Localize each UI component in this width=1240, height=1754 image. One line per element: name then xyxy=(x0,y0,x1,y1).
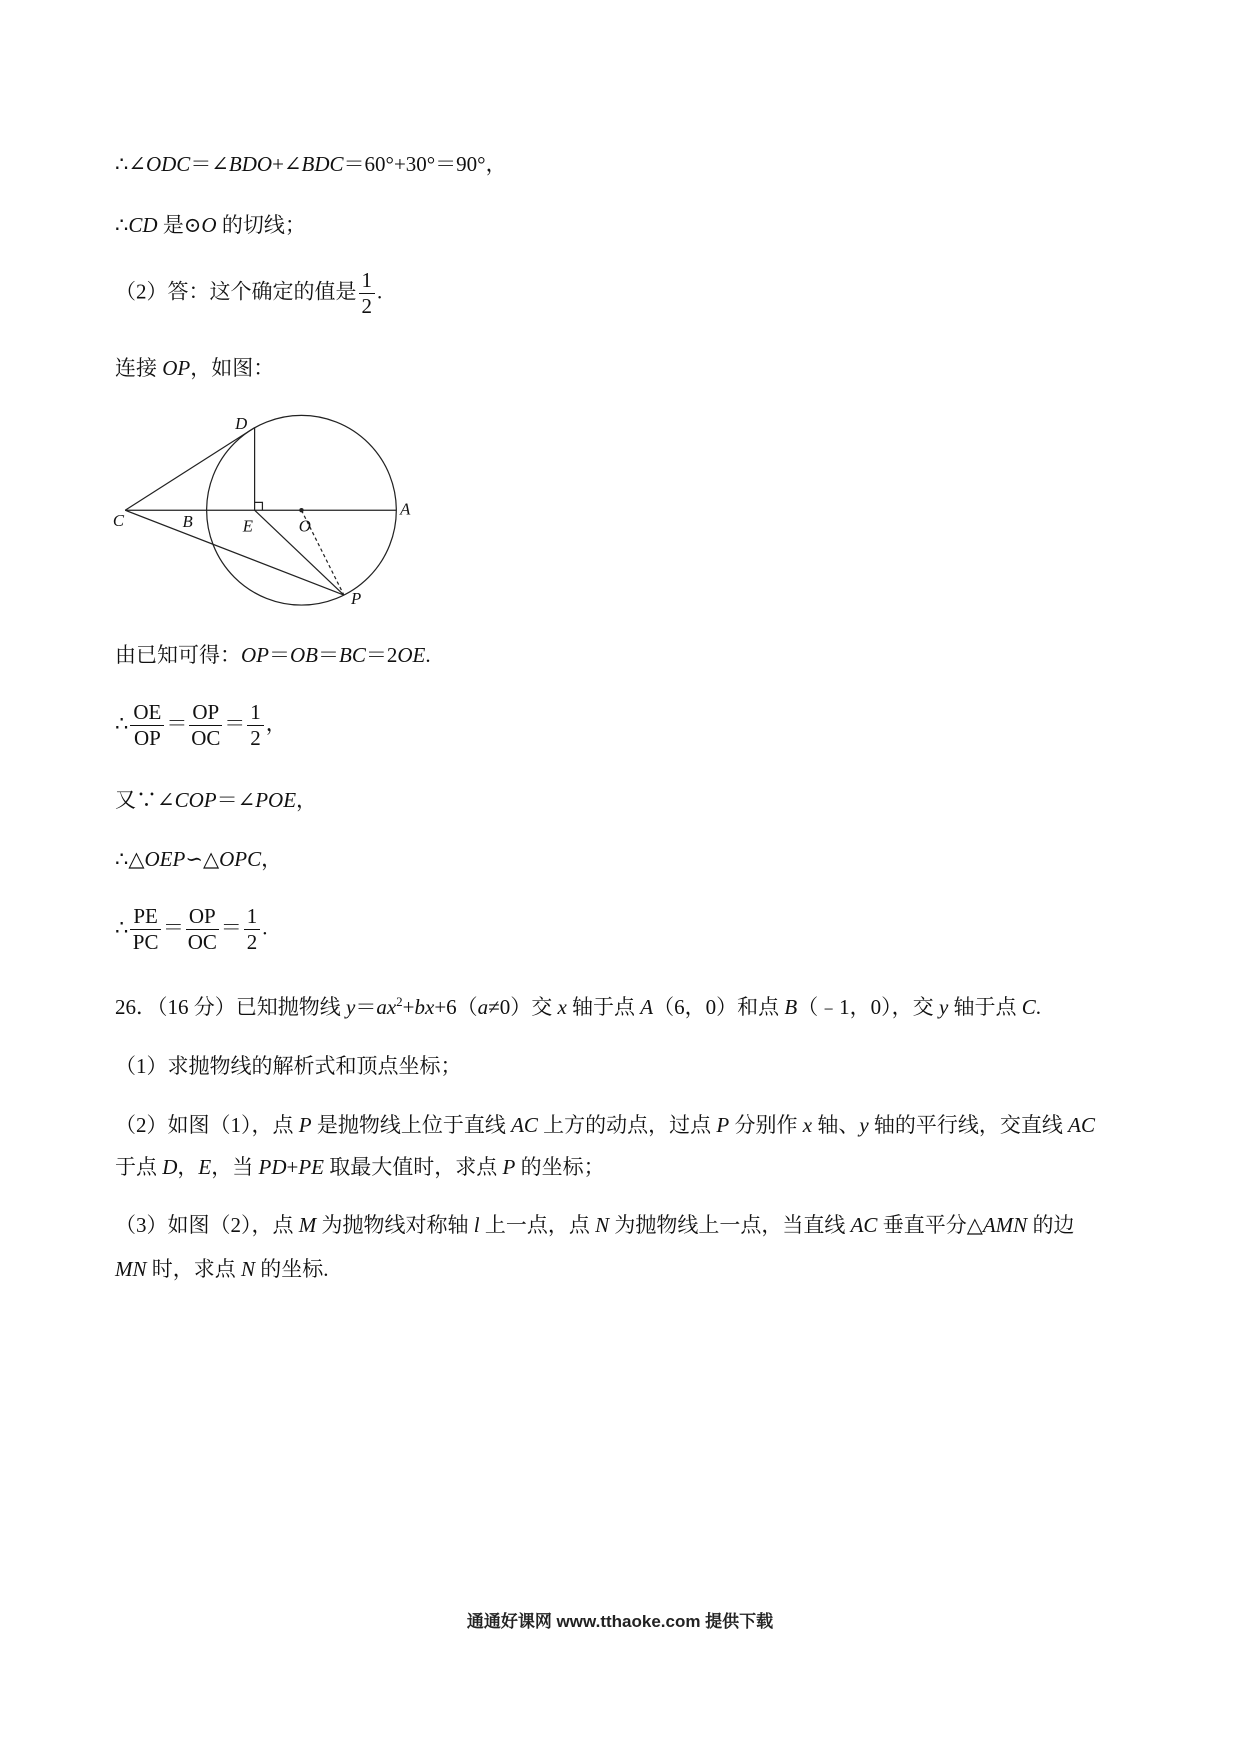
text-run: + xyxy=(402,995,415,1019)
math-variable: POE xyxy=(255,788,297,812)
label-o: O xyxy=(298,516,311,536)
math-variable: OE xyxy=(397,643,426,667)
math-variable: AMN xyxy=(982,1213,1028,1237)
math-variable: O xyxy=(201,213,217,237)
fraction-denominator: 2 xyxy=(250,726,261,751)
text-run: ＝∠ xyxy=(216,788,256,812)
text-run: （6，0）和点 xyxy=(653,995,785,1019)
point-o xyxy=(299,508,303,512)
math-variable: MN xyxy=(115,1257,147,1281)
fraction-denominator: 2 xyxy=(361,294,372,319)
text-run: ≠0）交 xyxy=(488,995,558,1019)
math-variable: bx xyxy=(414,995,435,1019)
text-run: . xyxy=(425,643,431,667)
text-run: 上方的动点，过点 xyxy=(537,1113,717,1137)
fraction-denominator: PC xyxy=(132,930,159,955)
text-run: ＝ xyxy=(162,915,184,940)
math-variable: M xyxy=(298,1213,317,1237)
math-variable: OB xyxy=(290,643,318,667)
math-variable: AC xyxy=(511,1113,538,1137)
math-variable: OPC xyxy=(219,847,262,871)
text-run: 的切线； xyxy=(216,213,306,237)
math-variable: AC xyxy=(1068,1113,1095,1137)
solution-line-4 xyxy=(115,356,274,381)
math-variable: D xyxy=(162,1155,178,1179)
text-run: 轴于点 xyxy=(566,995,641,1019)
math-variable: y xyxy=(346,995,356,1019)
text-run: +∠ xyxy=(272,152,302,176)
text-run: ＝2 xyxy=(365,643,398,667)
text-run: 是⊙ xyxy=(157,213,202,237)
label-e: E xyxy=(242,516,254,536)
text-run: 26．（16 分）已知抛物线 xyxy=(115,995,346,1019)
problem-26-part-1 xyxy=(115,1054,462,1079)
text-run: ， xyxy=(261,847,283,871)
text-run: ＝ xyxy=(269,643,290,667)
math-variable: AC xyxy=(850,1213,878,1237)
text-run: 的坐标； xyxy=(515,1155,605,1179)
label-c: C xyxy=(112,510,125,530)
math-variable: y xyxy=(938,995,949,1019)
fraction-numerator: OE xyxy=(130,701,164,726)
fraction-denominator: OP xyxy=(133,726,161,751)
fraction-numerator: OP xyxy=(186,905,219,930)
text-run: 的坐标. xyxy=(255,1257,329,1281)
problem-26-part-2-line-1 xyxy=(115,1113,1095,1138)
problem-26-part-2-line-2 xyxy=(115,1155,605,1180)
text-run: 是抛物线上位于直线 xyxy=(311,1113,512,1137)
text-run: ＝ xyxy=(224,711,246,736)
math-variable: ax xyxy=(376,995,397,1019)
solution-line-3 xyxy=(115,269,382,318)
problem-26-stem xyxy=(115,995,1041,1020)
math-variable: OP xyxy=(241,643,269,667)
text-run: （﹣1，0），交 xyxy=(797,995,939,1019)
math-variable: BC xyxy=(339,643,366,667)
math-variable: a xyxy=(477,995,489,1019)
solution-line-7 xyxy=(115,788,317,813)
text-run: +6（ xyxy=(434,995,478,1019)
math-variable: BDC xyxy=(301,152,344,176)
text-run: 为抛物线上一点，当直线 xyxy=(609,1213,851,1237)
fraction xyxy=(359,269,376,318)
text-run: 轴于点 xyxy=(948,995,1022,1019)
text-run: ∴ xyxy=(115,213,129,237)
solution-line-9 xyxy=(115,905,268,954)
fraction-denominator: OC xyxy=(191,726,221,751)
text-run: ＝60°+30°＝90°， xyxy=(343,152,507,176)
math-variable: l xyxy=(473,1213,480,1237)
math-variable: C xyxy=(1021,995,1036,1019)
math-variable: x xyxy=(802,1113,813,1137)
text-run: ＝ xyxy=(355,995,377,1019)
text-run: ＝∠ xyxy=(190,152,229,176)
problem-26-part-3-line-2 xyxy=(115,1257,329,1282)
text-run: ∴∠ xyxy=(115,152,146,176)
math-variable: ODC xyxy=(145,152,191,176)
label-d: D xyxy=(235,413,248,433)
math-variable: E xyxy=(198,1155,212,1179)
line-cp xyxy=(125,510,344,595)
geometry-figure xyxy=(106,402,430,614)
fraction-numerator: 1 xyxy=(247,701,264,726)
text-run: ∴ xyxy=(115,915,129,940)
solution-line-6 xyxy=(115,701,287,750)
fraction xyxy=(247,701,264,750)
footer-credit: 通通好课网 www.tthaoke.com 提供下载 xyxy=(466,1612,774,1631)
fraction-denominator: 2 xyxy=(246,930,258,955)
text-run: （1）求抛物线的解析式和顶点坐标； xyxy=(115,1054,462,1078)
exponent: 2 xyxy=(396,994,403,1009)
fraction-denominator: OC xyxy=(187,930,217,955)
text-run: 时，求点 xyxy=(146,1257,241,1281)
label-a: A xyxy=(400,499,411,519)
fraction xyxy=(186,905,219,954)
text-run: + xyxy=(286,1155,299,1179)
line-cd xyxy=(125,428,254,511)
math-variable: P xyxy=(716,1113,730,1137)
fraction-numerator: OP xyxy=(189,701,222,726)
math-variable: B xyxy=(784,995,798,1019)
math-variable: OP xyxy=(162,356,191,380)
fraction-numerator: 1 xyxy=(359,269,376,294)
text-run: （2）答：这个确定的值是 xyxy=(115,279,357,304)
text-run: （2）如图（1），点 xyxy=(115,1113,299,1137)
text-run: ∽△ xyxy=(185,847,220,871)
math-variable: CD xyxy=(128,213,158,237)
math-variable: COP xyxy=(174,788,217,812)
right-angle-mark xyxy=(255,502,263,510)
label-b: B xyxy=(182,511,193,531)
text-run: ， xyxy=(265,711,287,736)
label-p: P xyxy=(351,588,362,608)
math-variable: N xyxy=(595,1213,610,1237)
text-run: 为抛物线对称轴 xyxy=(316,1213,474,1237)
math-variable: P xyxy=(502,1155,516,1179)
solution-line-8 xyxy=(115,847,282,872)
math-variable: PE xyxy=(298,1155,324,1179)
math-variable: x xyxy=(557,995,567,1019)
text-run: 于点 xyxy=(115,1155,163,1179)
fraction xyxy=(130,701,164,750)
fraction xyxy=(189,701,222,750)
solution-line-1 xyxy=(115,152,507,177)
fraction xyxy=(130,905,161,954)
text-run: ∴△ xyxy=(115,847,145,871)
math-variable: BDO xyxy=(228,152,273,176)
math-variable: A xyxy=(640,995,654,1019)
text-run: ＝ xyxy=(220,915,242,940)
text-run: 上一点，点 xyxy=(479,1213,596,1237)
math-variable: OEP xyxy=(144,847,186,871)
solution-line-2 xyxy=(115,213,306,238)
fraction xyxy=(244,905,261,954)
math-variable: PD xyxy=(258,1155,287,1179)
text-run: ＝ xyxy=(318,643,339,667)
text-run: ＝ xyxy=(166,711,188,736)
text-run: ，如图： xyxy=(190,356,275,380)
text-run: 轴、 xyxy=(812,1113,860,1137)
text-run: 的边 xyxy=(1027,1213,1075,1237)
text-run: . xyxy=(377,279,383,304)
fraction-numerator: 1 xyxy=(244,905,261,930)
solution-line-5 xyxy=(115,643,431,668)
math-variable: P xyxy=(298,1113,312,1137)
text-run: 取最大值时，求点 xyxy=(324,1155,503,1179)
text-run: ∴ xyxy=(115,711,129,736)
text-run: ， xyxy=(296,788,318,812)
text-run: . xyxy=(262,915,268,940)
text-run: 连接 xyxy=(115,356,163,380)
text-run: . xyxy=(1035,995,1042,1019)
math-variable: y xyxy=(859,1113,869,1137)
text-run: （3）如图（2），点 xyxy=(115,1213,299,1237)
text-run: ， xyxy=(177,1155,199,1179)
fraction-numerator: PE xyxy=(130,905,161,930)
text-run: 又∵∠ xyxy=(115,788,175,812)
text-run: 垂直平分△ xyxy=(877,1213,983,1237)
text-run: 由已知可得： xyxy=(115,643,241,667)
text-run: 轴的平行线，交直线 xyxy=(868,1113,1069,1137)
text-run: 分别作 xyxy=(729,1113,803,1137)
math-variable: N xyxy=(241,1257,256,1281)
problem-26-part-3-line-1 xyxy=(115,1213,1074,1238)
text-run: ，当 xyxy=(211,1155,259,1179)
